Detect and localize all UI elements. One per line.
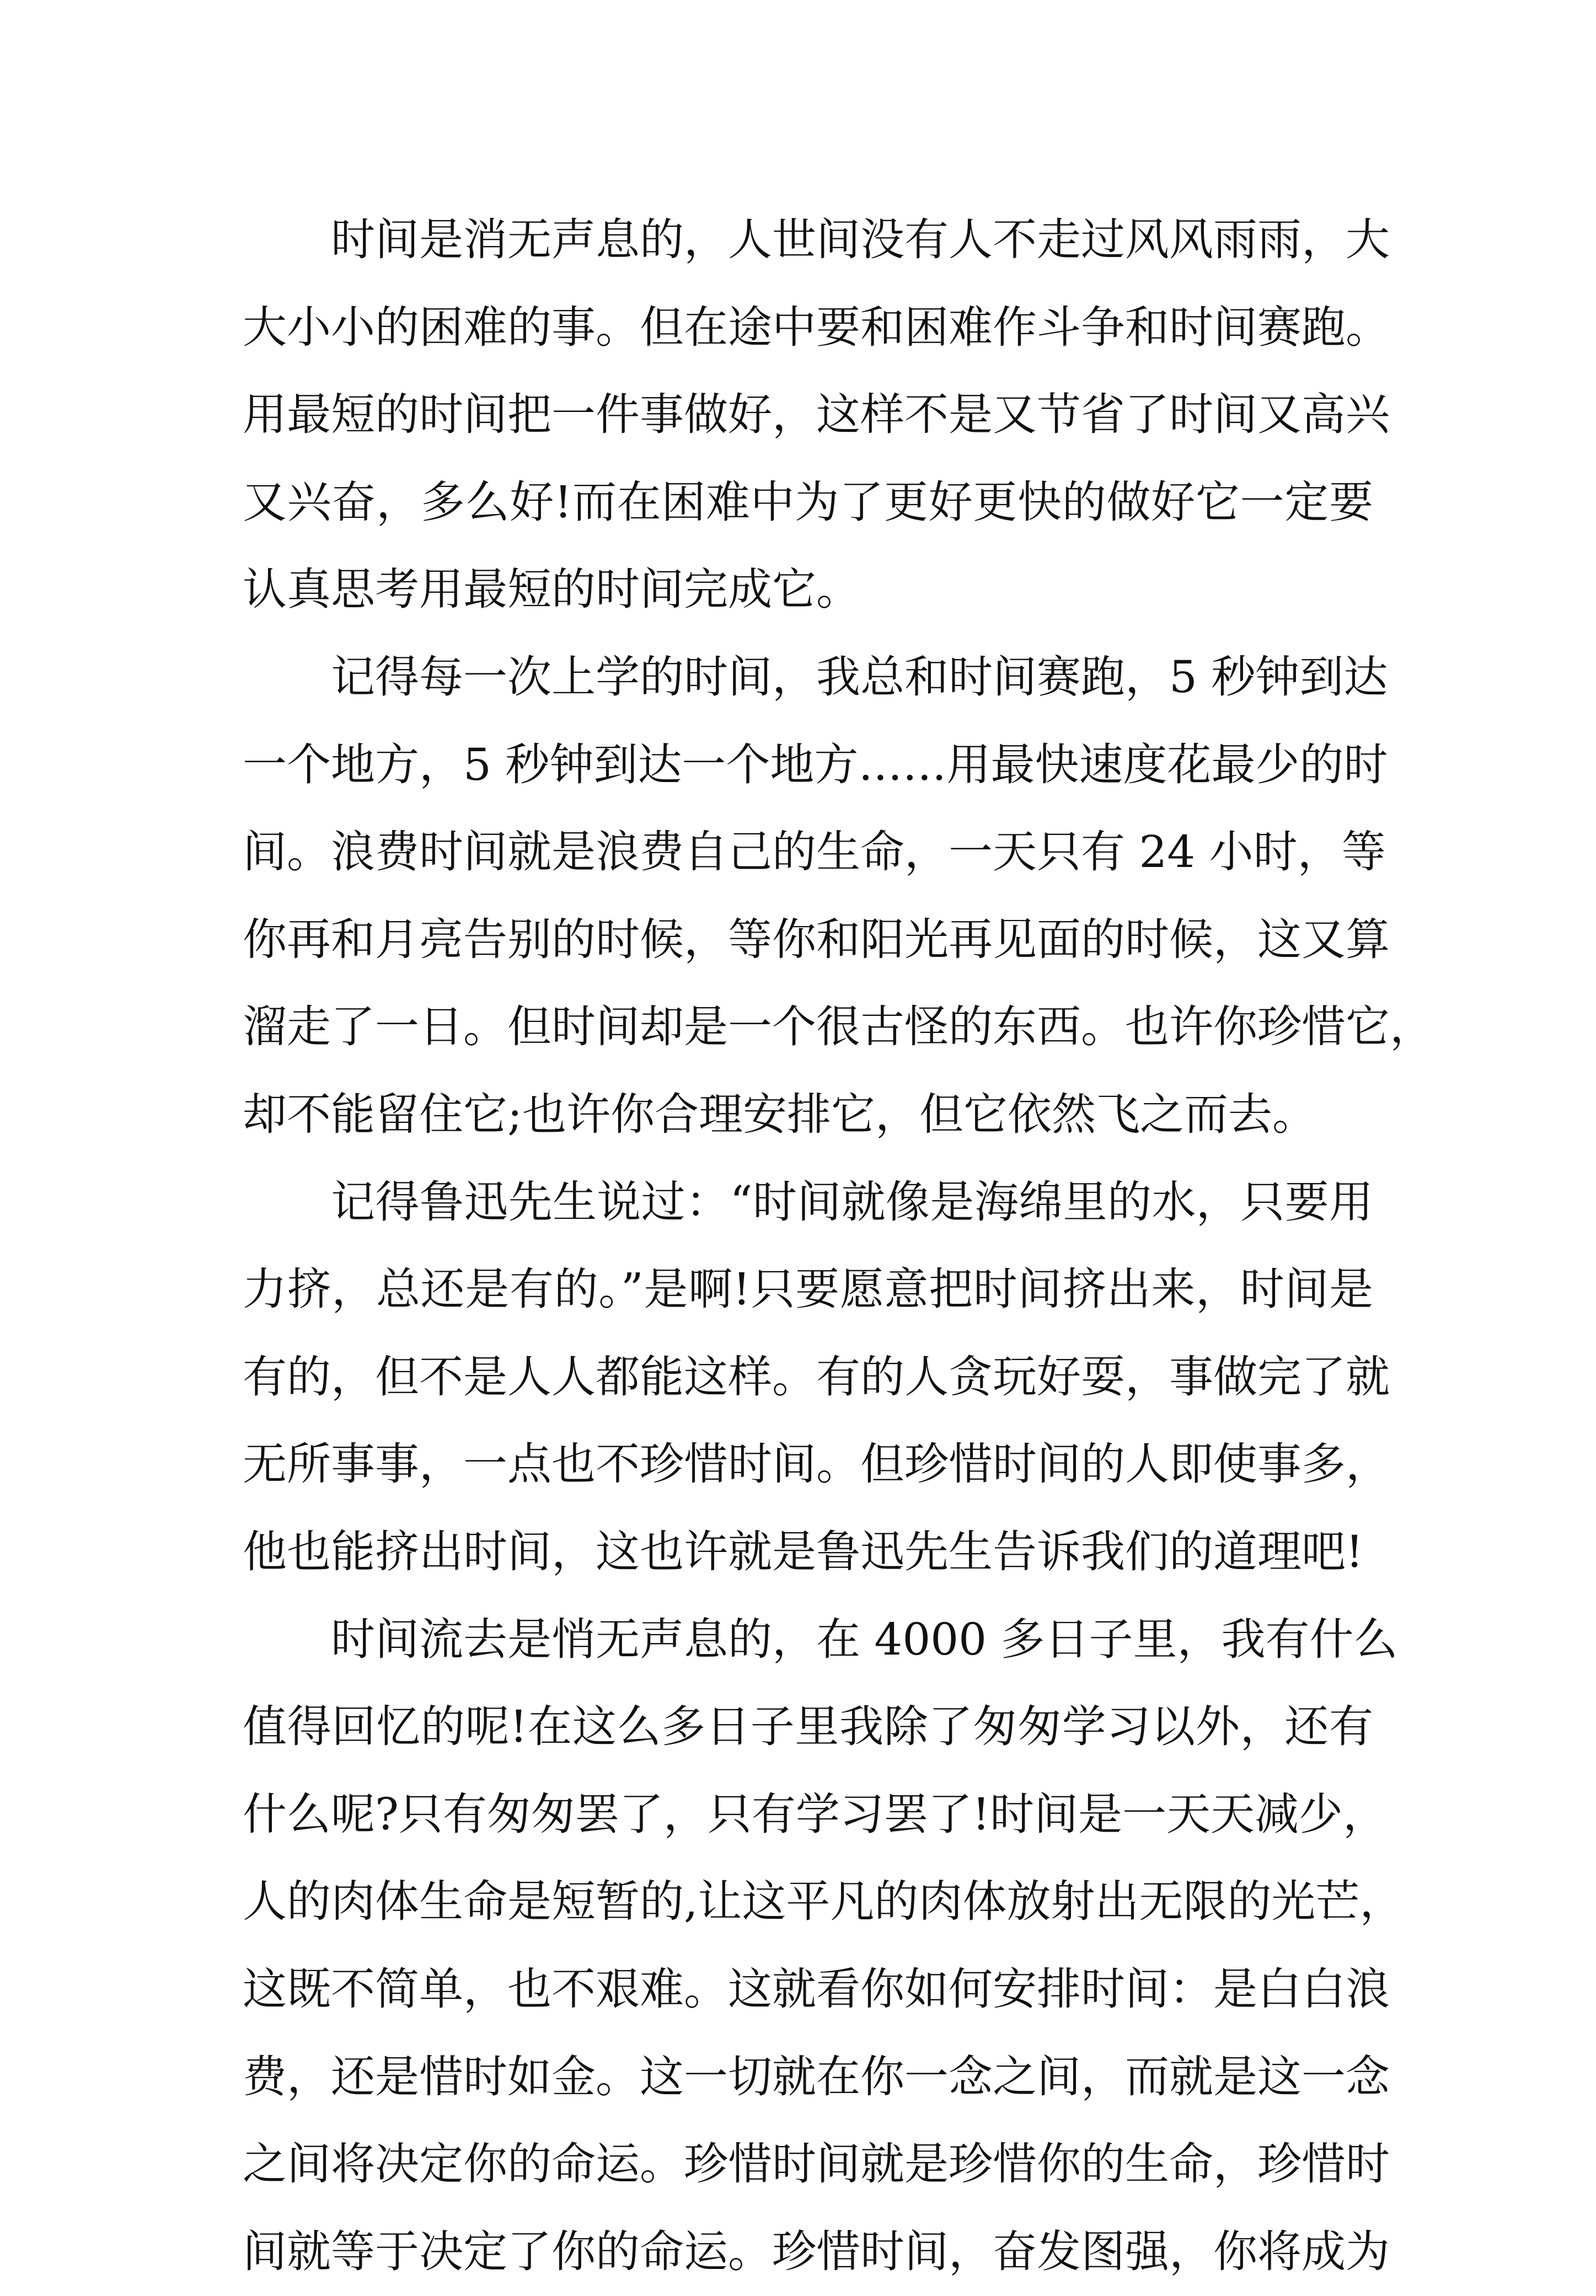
para-3-line-4: 无所事事，一点也不珍惜时间。但珍惜时间的人即使事多， [243, 1438, 1390, 1490]
para-3-line-5: 他也能挤出时间，这也许就是鲁迅先生告诉我们的道理吧! [243, 1526, 1364, 1577]
para-1-line-2: 大小小的困难的事。但在途中要和困难作斗争和时间赛跑。 [243, 302, 1390, 353]
para-4-line-8: 间就等于决定了你的命运。珍惜时间，奋发图强，你将成为 [243, 2226, 1390, 2277]
para-2-line-4: 你再和月亮告别的时候，等你和阳光再见面的时候，这又算 [243, 914, 1390, 965]
para-4-line-4: 人的肉体生命是短暂的,让这平凡的肉体放射出无限的光芒， [243, 1876, 1404, 1927]
para-4-line-2: 值得回忆的呢!在这么多日子里我除了匆匆学习以外，还有 [243, 1701, 1373, 1752]
para-4-line-6: 费，还是惜时如金。这一切就在你一念之间，而就是这一念 [243, 2051, 1390, 2102]
para-1-line-1: 时间是消无声息的，人世间没有人不走过风风雨雨，大 [331, 214, 1390, 265]
para-3-line-2: 力挤，总还是有的。”是啊!只要愿意把时间挤出来，时间是 [243, 1264, 1373, 1315]
para-2-line-1: 记得每一次上学的时间，我总和时间赛跑，5 秒钟到达 [331, 651, 1388, 703]
para-1-line-5: 认真思考用最短的时间完成它。 [243, 564, 860, 615]
para-1-line-4: 又兴奋，多么好!而在困难中为了更好更快的做好它一定要 [243, 477, 1373, 528]
para-1-line-3: 用最短的时间把一件事做好，这样不是又节省了时间又高兴 [243, 389, 1390, 440]
para-4-line-5: 这既不简单，也不艰难。这就看你如何安排时间：是白白浪 [243, 1963, 1390, 2015]
para-3-line-1: 记得鲁迅先生说过：“时间就像是海绵里的水，只要用 [331, 1176, 1373, 1228]
para-2-line-5: 溜走了一日。但时间却是一个很古怪的东西。也许你珍惜它， [243, 1001, 1434, 1052]
para-4-line-3: 什么呢?只有匆匆罢了，只有学习罢了!时间是一天天减少， [243, 1789, 1388, 1840]
para-2-line-6: 却不能留住它;也许你合理安排它，但它依然飞之而去。 [243, 1089, 1316, 1140]
para-3-line-3: 有的，但不是人人都能这样。有的人贪玩好耍，事做完了就 [243, 1351, 1390, 1403]
para-2-line-3: 间。浪费时间就是浪费自己的生命，一天只有 24 小时，等 [243, 826, 1386, 877]
para-2-line-2: 一个地方，5 秒钟到达一个地方……用最快速度花最少的时 [243, 739, 1388, 790]
para-4-line-1: 时间流去是悄无声息的，在 4000 多日子里，我有什么 [331, 1614, 1398, 1665]
para-4-line-7: 之间将决定你的命运。珍惜时间就是珍惜你的生命，珍惜时 [243, 2138, 1390, 2190]
